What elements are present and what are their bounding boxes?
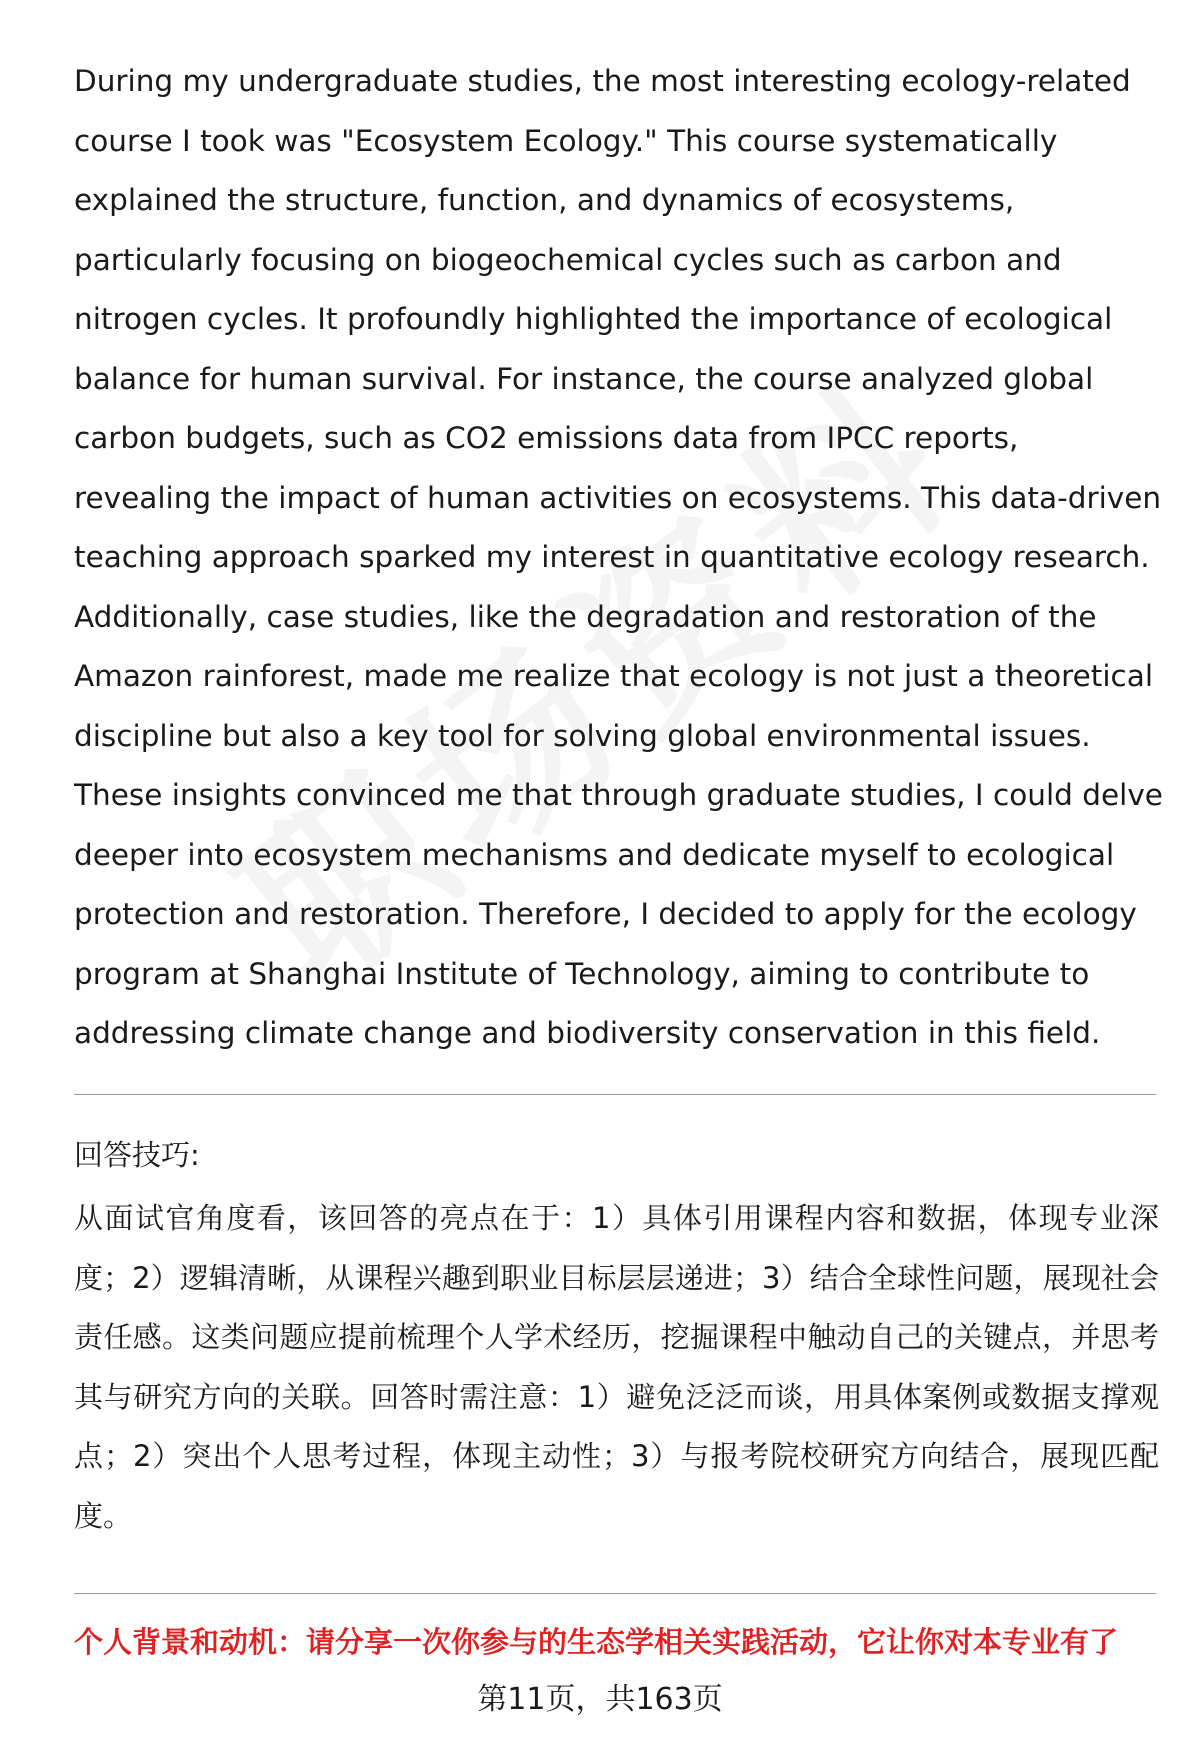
section-divider <box>74 1593 1156 1594</box>
answer-paragraph: During my undergraduate studies, the most interesting ecology-related course I took was "Ecosystem Ecology." This course systematically explained the structure, function, and dynamics of ecosystems, particularly focusing on biogeochemical cycles such as carbon and nitrogen cycles. It profoundly highlighted the importance of ecological balance for human survival. For instance, the course analyzed global carbon budgets, such as CO2 emissions data from IPCC reports, revealing the impact of human activities on ecosystems. This data-driven teaching approach sparked my interest in quantitative ecology research. Additionally, case studies, like the degradation and restoration of the Amazon rainforest, made me realize that ecology is not just a theoretical discipline but also a key tool for solving global environmental issues. These insights convinced me that through graduate studies, I could delve deeper into ecosystem mechanisms and dedicate myself to ecological protection and restoration. Therefore, I decided to apply for the ecology program at Shanghai Institute of Technology, aiming to contribute to addressing climate change and biodiversity conservation in this field. <box>74 64 1163 1050</box>
next-question-heading: 个人背景和动机：请分享一次你参与的生态学相关实践活动，它让你对本专业有了 <box>74 1625 1119 1659</box>
tips-body: 从面试官角度看，该回答的亮点在于：1）具体引用课程内容和数据，体现专业深度；2）逻辑清晰，从课程兴趣到职业目标层层递进；3）结合全球性问题，展现社会责任感。这类问题应提前梳理个人学术经历，挖掘课程中触动自己的关键点，并思考其与研究方向的关联。回答时需注意：1）避免泛泛而谈，用具体案例或数据支撑观点；2）突出个人思考过程，体现主动性；3）与报考院校研究方向结合，展现匹配度。 <box>74 1201 1159 1533</box>
section-divider <box>74 1094 1156 1095</box>
page-number: 第11页，共163页 <box>477 1682 723 1717</box>
tips-heading: 回答技巧: <box>74 1138 200 1172</box>
